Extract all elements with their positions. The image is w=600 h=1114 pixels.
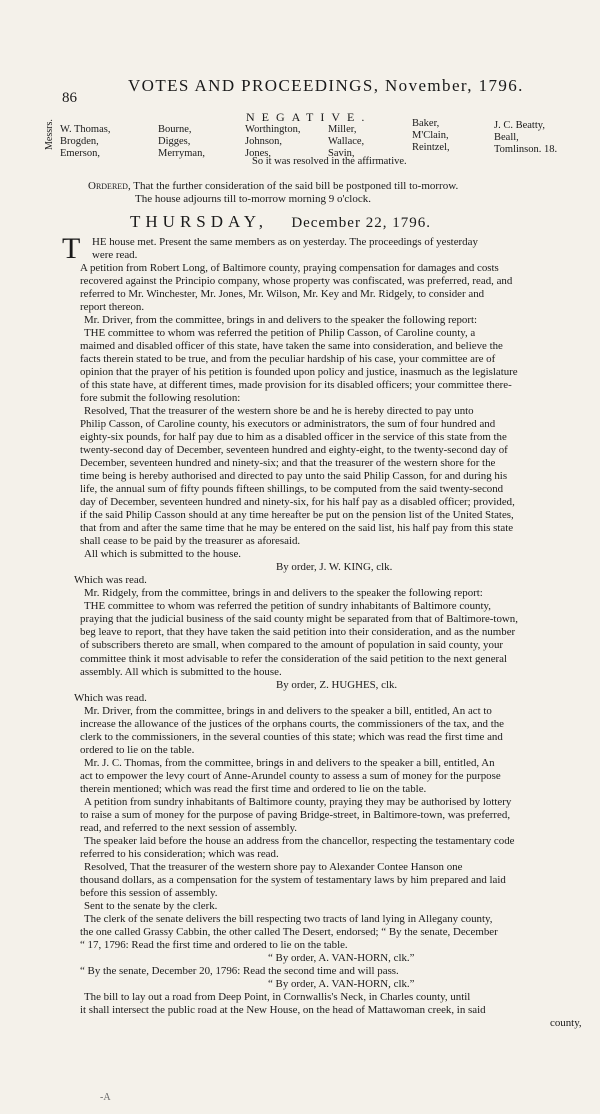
order-line bbox=[88, 180, 458, 192]
text-line: the one called Grassy Cabbin, the other called The Desert, endorsed; “ By the senate, December bbox=[80, 925, 498, 938]
text-line: All which is submitted to the house. bbox=[84, 548, 241, 561]
vote-column-3 bbox=[245, 124, 300, 160]
text-line: Philip Casson, of Caroline county, his executors or administrators, the sum of four hundred and bbox=[80, 418, 496, 431]
vote-name: Worthington, bbox=[245, 124, 301, 135]
running-title: VOTES AND PROCEEDINGS, November, 1796. bbox=[128, 76, 524, 95]
vote-name: W. Thomas, bbox=[60, 124, 111, 135]
text-line: life, the annual sum of fifty pounds fifteen shillings, to be computed from the said twenty-second bbox=[80, 483, 504, 496]
order-text: That the further consideration of the said bill be postponed till to-morrow. bbox=[133, 180, 459, 192]
vote-name: J. C. Beatty, bbox=[494, 120, 545, 131]
text-line: were read. bbox=[92, 249, 138, 262]
footer-mark: -A bbox=[100, 1092, 111, 1103]
text-line: of subscribers thereto are small, when compared to the amount of population in said county, your bbox=[80, 639, 504, 652]
text-line: fore submit the following resolution: bbox=[80, 392, 241, 405]
signature-line: “ By order, A. VAN-HORN, clk.” bbox=[268, 977, 415, 990]
text-line: Resolved, That the treasurer of the western shore pay to Alexander Contee Hanson one bbox=[84, 860, 463, 873]
text-line: Mr. Driver, from the committee, brings in and delivers to the speaker the following report: bbox=[84, 314, 478, 327]
vote-name: Brogden, bbox=[60, 136, 99, 147]
text-line: The speaker laid before the house an address from the chancellor, respecting the testamentary code bbox=[84, 834, 515, 847]
vote-name: Johnson, bbox=[245, 136, 283, 147]
messrs-label: Messrs. bbox=[44, 119, 55, 150]
day-name: THURSDAY, bbox=[130, 212, 269, 231]
page-number: 86 bbox=[62, 90, 77, 106]
text-line: thousand dollars, as a compensation for the system of testamentary laws by him prepared and laid bbox=[80, 873, 506, 886]
text-line: Mr. Driver, from the committee, brings in and delivers to the speaker a bill, entitled, An act to bbox=[84, 704, 492, 717]
text-line: county, bbox=[550, 1016, 582, 1029]
text-line: eighty-six pounds, for half pay due to him as a disabled officer in the service of this state from the bbox=[80, 431, 507, 444]
text-line: assembly. All which is submitted to the house. bbox=[80, 665, 282, 678]
text-line: “ By the senate, December 20, 1796: Read the second time and will pass. bbox=[80, 964, 399, 977]
text-line: that from and after the same time that he may be entered on the said list, his half pay from this state bbox=[80, 522, 514, 535]
text-line: “ 17, 1796: Read the first time and ordered to lie on the table. bbox=[80, 938, 348, 951]
vote-name: Emerson, bbox=[60, 148, 100, 159]
text-line: therein mentioned; which was read the first time and ordered to lie on the table. bbox=[80, 782, 427, 795]
text-line: if the said Philip Casson should at any time hereafter be put on the pension list of the United States, bbox=[80, 509, 514, 522]
text-line: recovered against the Principio company, whose property was confiscated, was preferred, read, and bbox=[80, 275, 513, 288]
text-line: praying that the judicial business of the said county might be separated from that of Baltimore-town, bbox=[80, 613, 518, 626]
vote-name: Merryman, bbox=[158, 148, 205, 159]
vote-name: Jones, bbox=[245, 148, 271, 159]
text-line: it shall intersect the public road at the New House, on the head of Mattawoman creek, in said bbox=[80, 1003, 486, 1016]
text-line: Mr. J. C. Thomas, from the committee, brings in and delivers to the speaker a bill, entitled, An bbox=[84, 756, 495, 769]
text-line: shall cease to be paid by the treasurer as aforesaid. bbox=[80, 535, 301, 548]
text-line: read, and referred to the next session of assembly. bbox=[80, 821, 298, 834]
text-line: opinion that the prayer of his petition is founded upon policy and justice, inasmuch as the legislature bbox=[80, 366, 518, 379]
signature-line: By order, J. W. KING, clk. bbox=[276, 561, 393, 574]
vote-name: Digges, bbox=[158, 136, 191, 147]
vote-name: Tomlinson. 18. bbox=[494, 144, 558, 155]
text-line: of this state have, at different times, made provision for its disabled officers; your committee there- bbox=[80, 379, 512, 392]
vote-name: Savin, bbox=[328, 148, 355, 159]
text-line: day of December, seventeen hundred and ninety-six, for his half pay as a disabled officer; provided, bbox=[80, 496, 515, 509]
adjourn-line: The house adjourns till to-morrow morning 9 o'clock. bbox=[135, 193, 371, 205]
text-line: December, seventeen hundred and ninety-six; and that the treasurer of the western shore for the bbox=[80, 457, 496, 470]
text-line: ordered to lie on the table. bbox=[80, 743, 195, 756]
text-line: A petition from Robert Long, of Baltimore county, praying compensation for damages and costs bbox=[80, 262, 499, 275]
signature-line: By order, Z. HUGHES, clk. bbox=[276, 678, 398, 691]
vote-result: So it was resolved in the affirmative. bbox=[252, 156, 407, 167]
drop-cap: T bbox=[62, 232, 81, 265]
text-line: The clerk of the senate delivers the bill respecting two tracts of land lying in Allegany county, bbox=[84, 912, 493, 925]
vote-column-2 bbox=[158, 124, 205, 160]
vote-name: Beall, bbox=[494, 132, 519, 143]
text-line: THE committee to whom was referred the petition of sundry inhabitants of Baltimore county, bbox=[84, 600, 491, 613]
text-line: Sent to the senate by the clerk. bbox=[84, 899, 218, 912]
text-line: HE house met. Present the same members as on yesterday. The proceedings of yesterday bbox=[92, 236, 478, 248]
text-line: clerk to the commissioners, in the several counties of this state; which was read the first time and bbox=[80, 730, 503, 743]
text-line: maimed and disabled officer of this state, have taken the same into consideration, and believe the bbox=[80, 340, 503, 353]
body-text bbox=[74, 236, 592, 1030]
vote-name: Wallace, bbox=[328, 136, 365, 147]
vote-column-4 bbox=[328, 124, 364, 160]
text-line: referred to Mr. Winchester, Mr. Jones, Mr. Wilson, Mr. Key and Mr. Ridgely, to consider and bbox=[80, 288, 485, 301]
text-line: beg leave to report, that they have taken the said petition into their consideration, and as the number bbox=[80, 626, 516, 639]
vote-column-6 bbox=[494, 120, 557, 156]
text-line: to raise a sum of money for the purpose of paving Bridge-street, in Baltimore-town, was preferred, bbox=[80, 808, 511, 821]
text-line: referred to his consideration; which was read. bbox=[80, 847, 279, 860]
signature-line: “ By order, A. VAN-HORN, clk.” bbox=[268, 951, 415, 964]
text-line: increase the allowance of the justices of the orphans courts, the commissioners of the tax, and the bbox=[80, 717, 504, 730]
text-line: committee think it most advisable to refer the consideration of the said petition to the next general bbox=[80, 652, 508, 665]
text-line: report thereon. bbox=[80, 301, 145, 314]
text-line: Which was read. bbox=[74, 574, 147, 587]
vote-name: Miller, bbox=[328, 124, 357, 135]
text-line: facts therein stated to be true, and from the peculiar hardship of his case, your committee are of bbox=[80, 353, 496, 366]
vote-heading: NEGATIVE. bbox=[246, 110, 372, 124]
text-line: A petition from sundry inhabitants of Baltimore county, praying they may be authorised by lottery bbox=[84, 795, 512, 808]
text-line: act to empower the levy court of Anne-Arundel county to assess a sum of money for the purpose bbox=[80, 769, 501, 782]
order-label: Ordered, bbox=[88, 180, 131, 192]
text-line: Which was read. bbox=[74, 691, 147, 704]
text-line: twenty-second day of December, seventeen hundred and eighty-eight, to the twenty-second day of bbox=[80, 444, 508, 457]
vote-name: Baker, bbox=[412, 118, 440, 129]
text-line: The bill to lay out a road from Deep Point, in Cornwallis's Neck, in Charles county, until bbox=[84, 990, 471, 1003]
text-line: before this session of assembly. bbox=[80, 886, 218, 899]
day-heading bbox=[130, 212, 431, 232]
text-line: time being is hereby authorised and directed to pay unto the said Philip Casson, for and during his bbox=[80, 470, 508, 483]
vote-column-1 bbox=[60, 124, 110, 160]
vote-column-5 bbox=[412, 118, 450, 154]
day-date: December 22, 1796. bbox=[291, 215, 431, 231]
vote-name: M'Clain, bbox=[412, 130, 449, 141]
text-line: THE committee to whom was referred the petition of Philip Casson, of Caroline county, a bbox=[84, 327, 476, 340]
text-line: Mr. Ridgely, from the committee, brings in and delivers to the speaker the following report: bbox=[84, 587, 483, 600]
vote-name: Bourne, bbox=[158, 124, 192, 135]
vote-name: Reintzel, bbox=[412, 142, 450, 153]
text-line: Resolved, That the treasurer of the western shore be and he is hereby directed to pay unto bbox=[84, 405, 474, 418]
